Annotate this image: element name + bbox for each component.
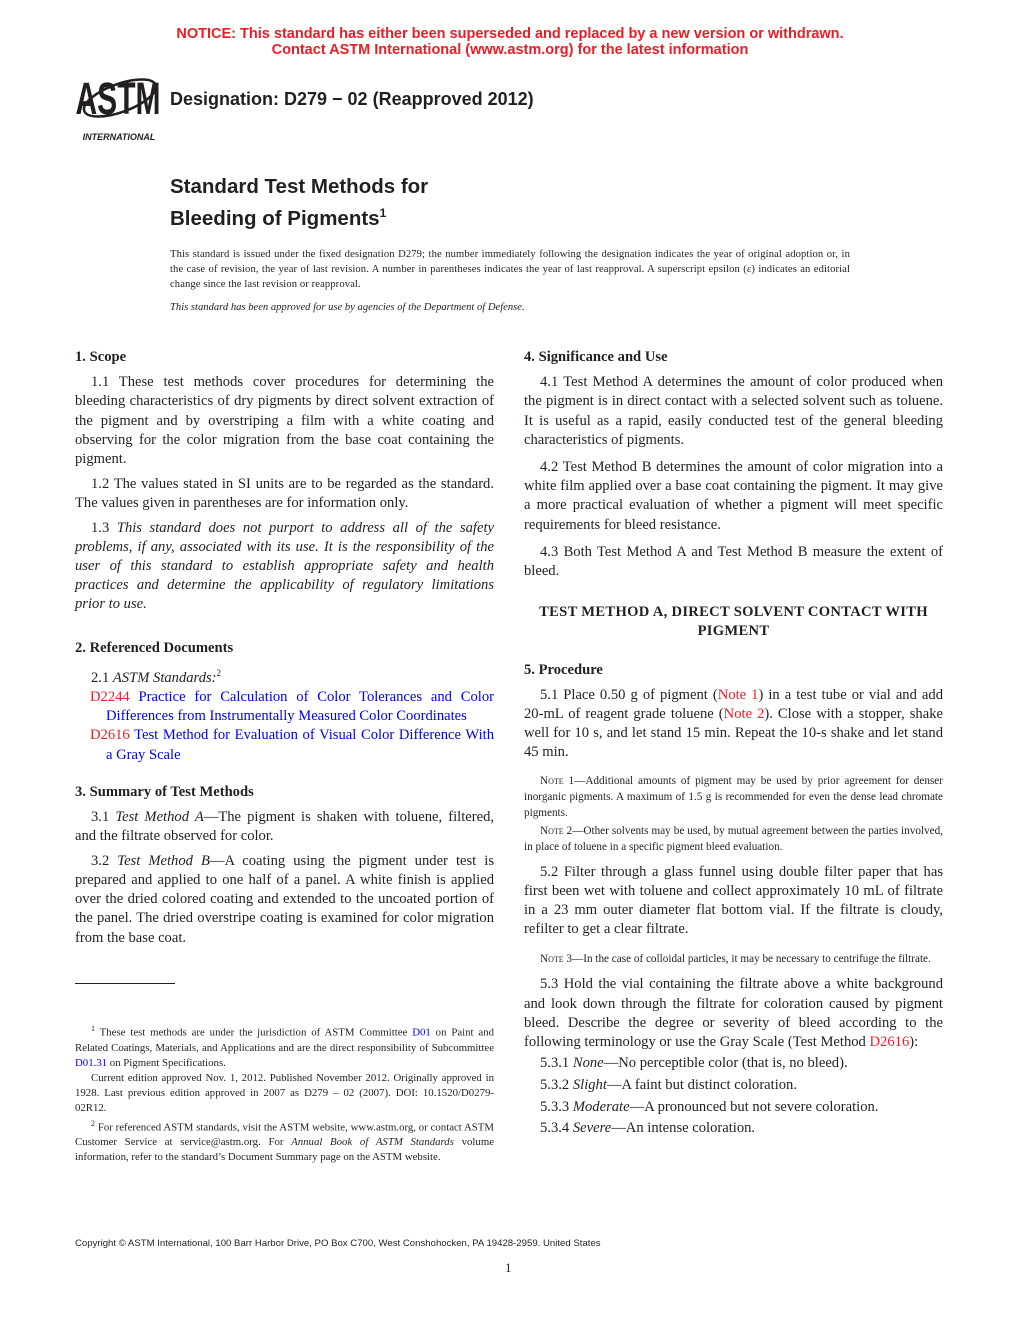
svg-text:ASTM: ASTM	[76, 73, 160, 125]
section-heading: 5. Procedure	[524, 661, 603, 678]
paragraph: 5.2 Filter through a glass funnel using double filter paper that has first been wet with toluene and collect approximately 10 mL of filtrate in a 23 mm outer diameter flat bottom vial. If the filtrate is cloudy, refilter to get a clear filtrate.	[524, 863, 943, 938]
method-a-heading: TEST METHOD A, DIRECT SOLVENT CONTACT WITH PIGMENT	[539, 604, 928, 640]
paragraph: 5.3 Hold the vial containing the filtrate above a white background and look down through the filtrate for coloration caused by pigment bleed. Describe the degree or severity of bleed according to the following terminology or use the Gray Scale (Test Method D2616):	[524, 976, 943, 1051]
reference-link[interactable]: D2616	[90, 727, 130, 744]
term-item: 5.3.4 Severe—An intense coloration.	[540, 1120, 756, 1137]
section-heading: 2. Referenced Documents	[75, 639, 234, 656]
left-column	[75, 348, 494, 953]
footnote-ref: 1	[379, 206, 387, 220]
footnote-1-edition: Current edition approved Nov. 1, 2012. Published November 2012. Originally approved in 1928. Last previous edition approved in 2007 as D279 – 02 (2007). DOI: 10.1520/D0279-02R12.	[75, 1071, 494, 1114]
title-line-2: Bleeding of Pigments$^1$	[170, 206, 387, 230]
reference-title-link[interactable]: Practice for Calculation of Color Tolerances and Color Differences from Instrumentally Measured Color Coordinates	[106, 688, 494, 725]
paragraph: 1.1 These test methods cover procedures for determining the bleeding characteristics of dry pigments by direct solvent extraction of the pigment and by overstriping a film with a white coating and observing for the color migration from the base coat containing the pigment.	[75, 374, 494, 468]
note-2: Note 2—Other solvents may be used, by mutual agreement between the parties involved, in place of toluene in a specific pigment bleed evaluation.	[524, 824, 943, 853]
term-item: 5.3.2 Slight—A faint but distinct coloration.	[540, 1076, 798, 1093]
footnote-divider	[75, 983, 175, 984]
notice-line-2: Contact ASTM International (www.astm.org) for the latest information	[271, 42, 749, 58]
section-heading: 4. Significance and Use	[524, 349, 668, 365]
section-heading: 3. Summary of Test Methods	[75, 783, 254, 800]
committee-link[interactable]: D01	[412, 1026, 431, 1039]
withdrawal-notice	[0, 26, 1020, 58]
dod-approval: This standard has been approved for use by agencies of the Department of Defense.	[170, 302, 525, 313]
astm-logo	[76, 66, 160, 142]
paragraph: 1.3 This standard does not purport to address all of the safety problems, if any, associated with its use. It is the responsibility of the user of this standard to establish appropriate safety and health practices and determine the applicability of regulatory limitations prior to use.	[75, 519, 494, 613]
right-column	[524, 348, 943, 1141]
paragraph: 3.2 Test Method B—A coating using the pigment under test is prepared and applied to one half of a panel. A white finish is applied over the dried colored coating and extended to the uncoated portion of the panel. The dried overstripe coating is examined for color migration from the base coat.	[75, 852, 494, 946]
footnotes	[75, 1021, 494, 1165]
paragraph: 5.1 Place 0.50 g of pigment (Note 1) in a test tube or vial and add 20-mL of reagent grade toluene (Note 2). Close with a stopper, shake well for 10 s, and let stand 15 min. Repeat the 10-s shake and let stand 45 min.	[524, 686, 943, 761]
footnote-1: $^1$ These test methods are under the jurisdiction of ASTM Committee D01 on Paint and Related Coatings, Materials, and Applications and are the direct responsibility of Subcommittee D01.31 on Pigment Specifications.	[75, 1024, 494, 1069]
note-2-link[interactable]: Note 2	[723, 706, 765, 723]
section-heading: 1. Scope	[75, 349, 127, 365]
paragraph: 4.3 Both Test Method A and Test Method B measure the extent of bleed.	[524, 543, 943, 580]
paragraph: 2.1 ASTM Standards:$^2$	[91, 667, 222, 686]
reference-item	[75, 688, 494, 726]
reference-title-link[interactable]: Test Method for Evaluation of Visual Color Difference With a Gray Scale	[106, 727, 494, 763]
paragraph: 4.1 Test Method A determines the amount of color produced when the pigment is in direct contact with a selected solvent such as toluene. It is useful as a rapid, easily conducted test of the general bleeding characteristics of pigments.	[524, 374, 943, 448]
d2616-link[interactable]: D2616	[869, 1034, 910, 1051]
designation: Designation: D279 − 02 (Reapproved 2012)	[170, 89, 534, 109]
term-item: 5.3.1 None—No perceptible color (that is, no bleed).	[540, 1055, 848, 1072]
note-1-link[interactable]: Note 1	[717, 686, 759, 703]
footnote-2: $^2$ For referenced ASTM standards, visit the ASTM website, www.astm.org, or contact ASTM Customer Service at service@astm.org. For Annual Book of ASTM Standards volume information, refer to the standard’s Document Summary page on the ASTM website.	[75, 1118, 495, 1164]
paragraph: 1.2 The values stated in SI units are to be regarded as the standard. The values given in parentheses are for information only.	[75, 475, 494, 511]
svg-text:INTERNATIONAL: INTERNATIONAL	[82, 132, 156, 142]
reference-link[interactable]: D2244	[90, 688, 130, 705]
subcommittee-link[interactable]: D01.31	[75, 1056, 108, 1069]
paragraph: 3.1 Test Method A—The pigment is shaken with toluene, filtered, and the filtrate observed for color.	[75, 808, 495, 845]
paragraph: 4.2 Test Method B determines the amount of color migration into a white film applied over a base coat containing the pigment. It may give a more practical evaluation of whether a pigment will meet specific requirements for bleed resistance.	[524, 459, 943, 533]
intro-paragraph: This standard is issued under the fixed designation D279; the number immediately following the designation indicates the year of original adoption or, in the case of revision, the year of last revision. A number in parentheses indicates the year of last reapproval. A superscript epsilon (ε) indicates an editorial change since the last revision or reapproval.	[170, 249, 850, 290]
notice-line-1: NOTICE: This standard has either been superseded and replaced by a new version or withdrawn.	[176, 26, 844, 42]
copyright: Copyright © ASTM International, 100 Barr Harbor Drive, PO Box C700, West Conshohocken, PA 19428-2959. United States	[75, 1238, 601, 1249]
page-number: 1	[505, 1260, 512, 1275]
term-item: 5.3.3 Moderate—A pronounced but not severe coloration.	[540, 1098, 879, 1115]
reference-item	[75, 726, 494, 764]
title-line-1: Standard Test Methods for	[170, 175, 429, 198]
note-3: Note 3—In the case of colloidal particles, it may be necessary to centrifuge the filtrate.	[540, 953, 931, 966]
page-title	[170, 174, 428, 232]
note-1: Note 1—Additional amounts of pigment may be used by prior agreement for denser inorganic pigments. A maximum of 1.5 g is recommended for even the dense lead chromate pigments.	[524, 774, 943, 819]
